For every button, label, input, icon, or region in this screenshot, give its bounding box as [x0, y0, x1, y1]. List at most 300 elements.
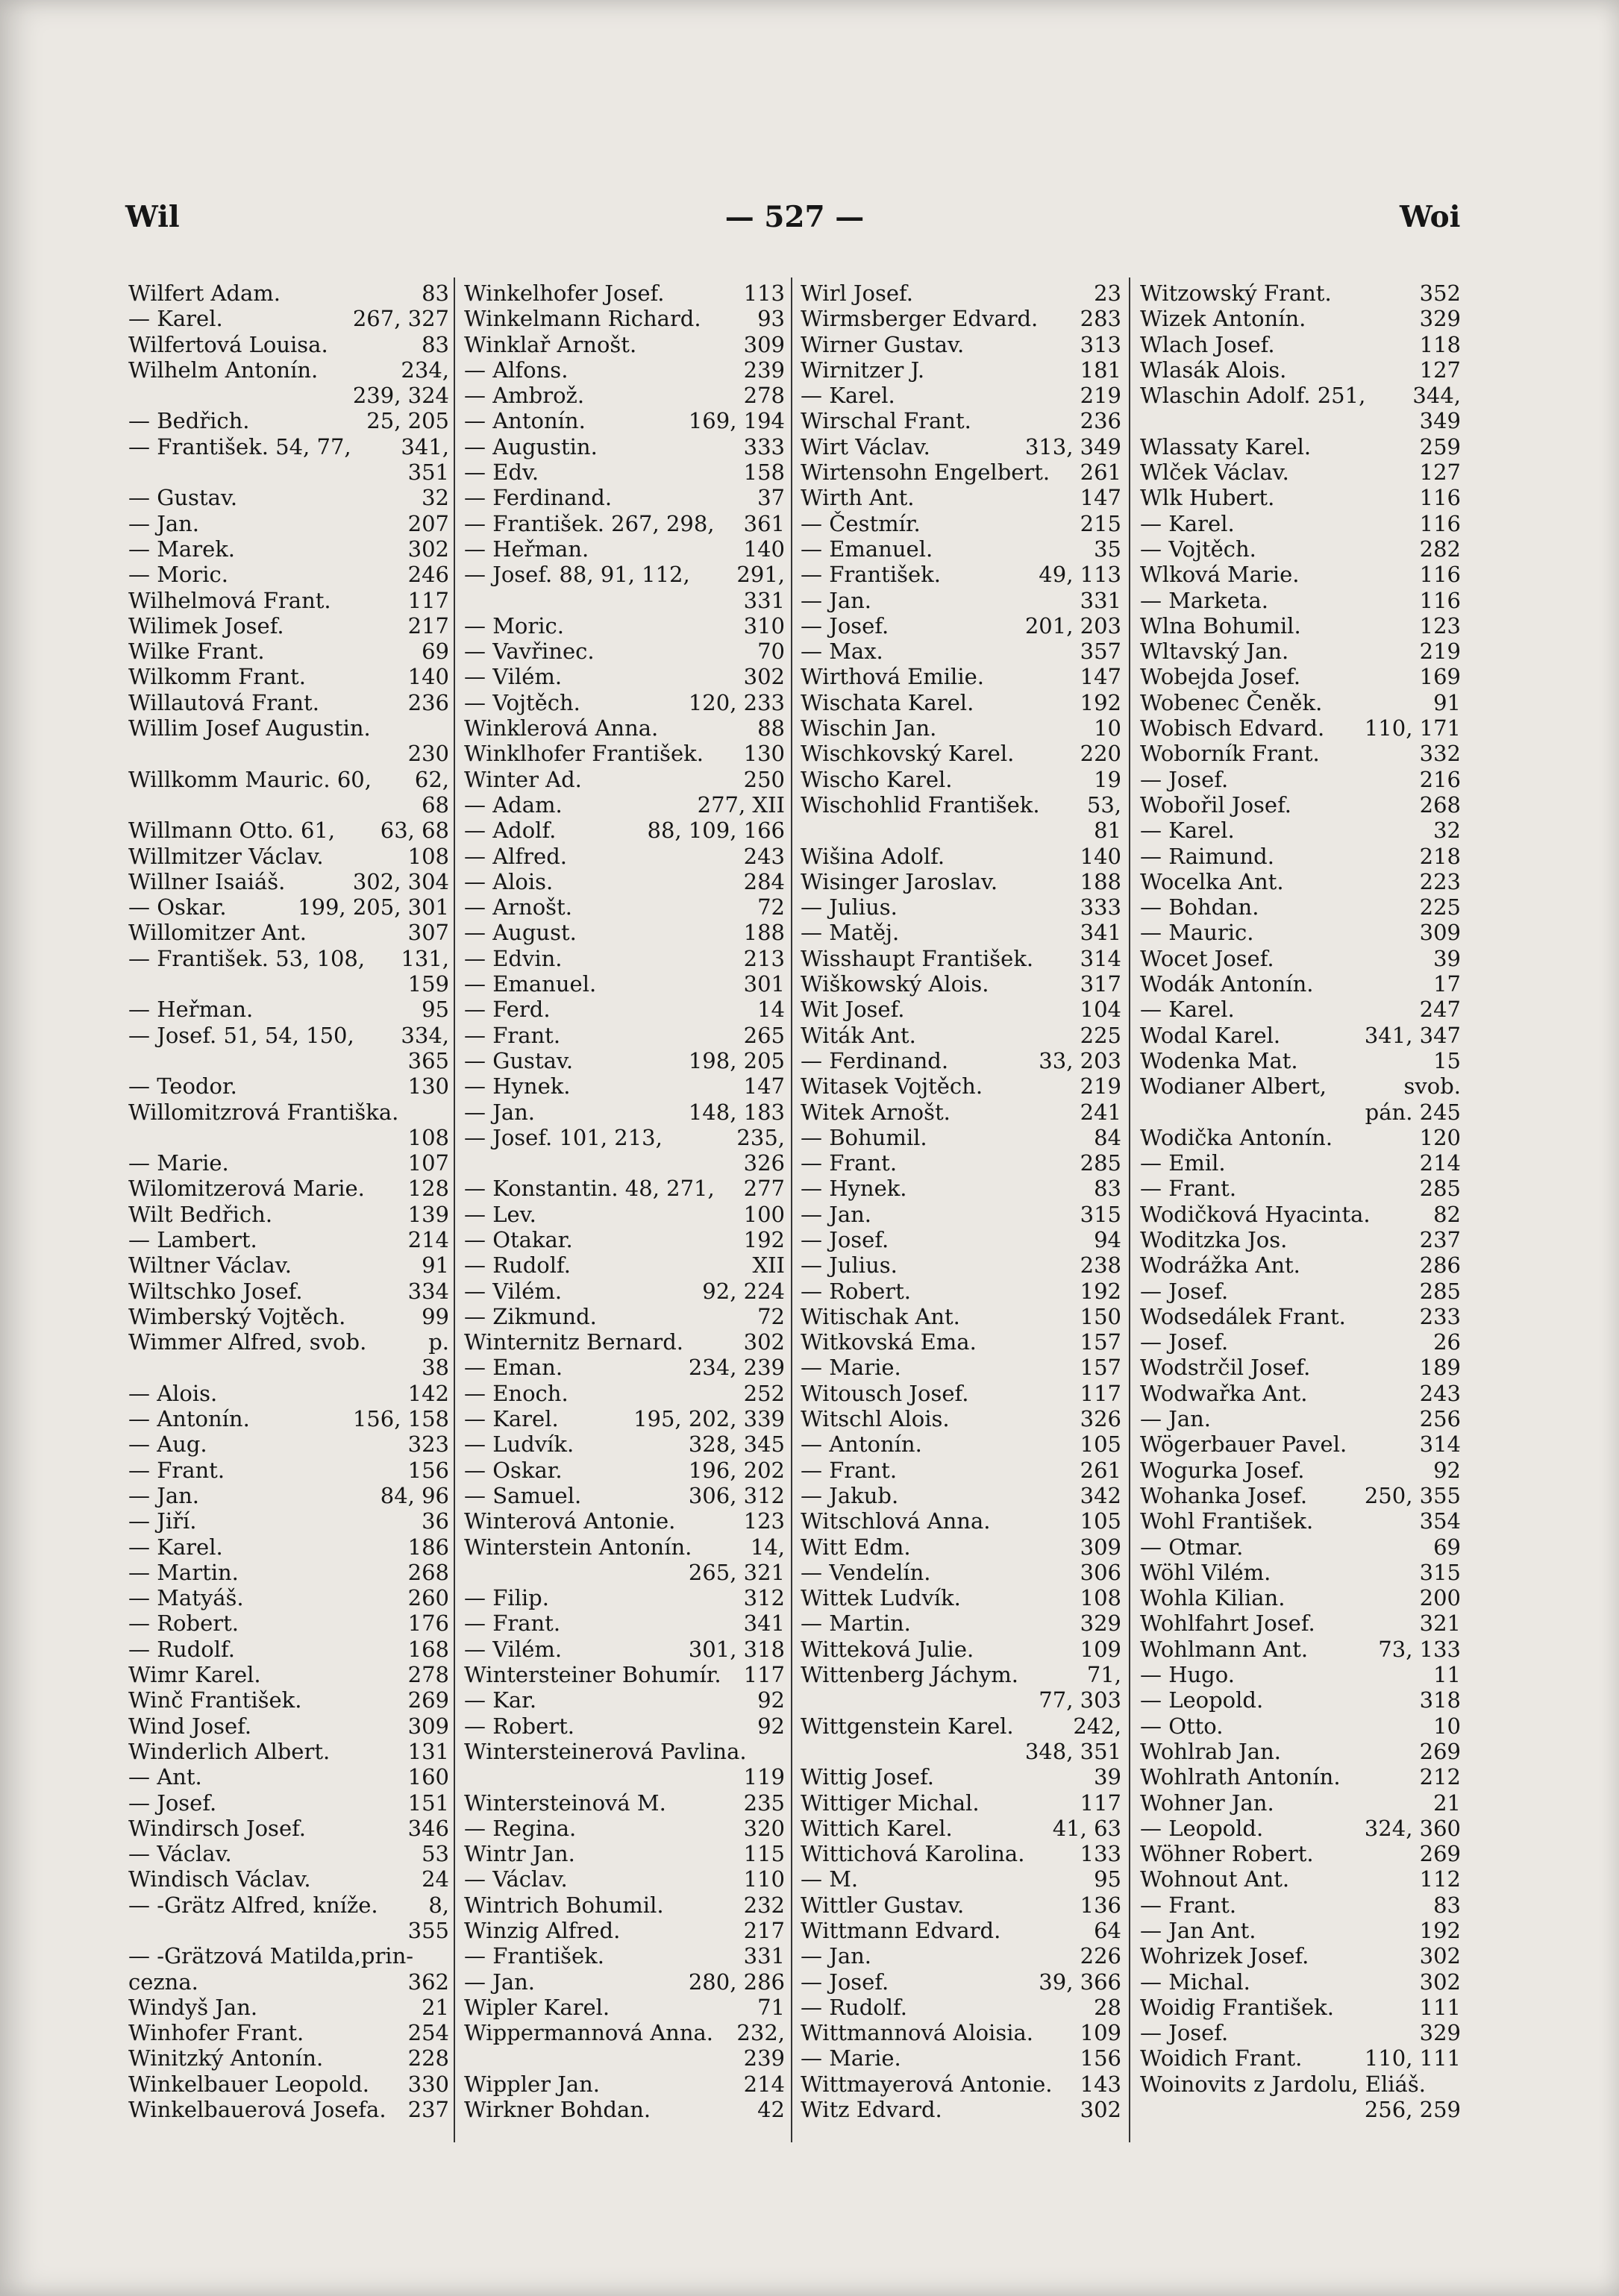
index-entry [128, 741, 449, 766]
index-entry [801, 2097, 1121, 2122]
index-entry [464, 715, 785, 741]
index-entry [801, 971, 1121, 997]
entry-pages: 53 [422, 1841, 449, 1867]
entry-pages: 233 [1419, 1303, 1461, 1329]
entry-name: Witz Edvard. [801, 2097, 942, 2123]
entry-pages: p. [428, 1329, 449, 1355]
index-entry [128, 1892, 449, 1918]
index-entry [1140, 997, 1461, 1022]
index-entry [801, 1866, 1121, 1892]
index-entry [128, 1610, 449, 1636]
entry-pages: 131, [401, 945, 449, 971]
entry-name: Wlaschin Adolf. 251, [1140, 383, 1366, 409]
entry-name: Wittmayerová Antonie. [801, 2071, 1053, 2097]
entry-pages: 238 [1080, 1252, 1121, 1279]
index-entry [464, 818, 785, 843]
entry-name: — Bohdan. [1140, 894, 1259, 920]
entry-name: Wittmann Edvard. [801, 1918, 1001, 1943]
entry-name: Wohlrath Antonín. [1140, 1764, 1341, 1790]
entry-pages: 128 [407, 1176, 449, 1202]
entry-name: — Alois. [464, 868, 554, 894]
index-entry [128, 664, 449, 689]
entry-name: — Václav. [128, 1841, 232, 1867]
index-entry [1140, 1458, 1461, 1483]
index-entry [128, 946, 449, 971]
entry-name: — Ferd. [464, 997, 551, 1023]
index-entry [801, 1329, 1121, 1355]
entry-name: Wirnitzer J. [801, 357, 925, 383]
entry-name: Willner Isaiáš. [128, 868, 286, 894]
entry-pages: 213 [743, 945, 785, 971]
entry-pages: 309 [1419, 920, 1461, 946]
entry-name: Woidich Frant. [1140, 2045, 1303, 2071]
entry-name: — Bedřich. [128, 408, 250, 434]
entry-pages: 83 [422, 331, 449, 357]
entry-pages: 278 [407, 1662, 449, 1688]
entry-pages: 306, 312 [688, 1482, 785, 1508]
entry-pages: 192 [1080, 1278, 1121, 1304]
index-entry [464, 1841, 785, 1866]
entry-name: — Kar. [464, 1687, 537, 1713]
entry-pages: XII [752, 1252, 785, 1279]
entry-name: — Josef. [801, 612, 889, 639]
entry-name: — Regina. [464, 1815, 577, 1841]
index-entry [801, 1227, 1121, 1252]
index-entry [1140, 1023, 1461, 1048]
index-entry [464, 1023, 785, 1048]
entry-name: — Aug. [128, 1431, 207, 1458]
entry-pages: 223 [1419, 868, 1461, 894]
entry-pages: 188 [743, 920, 785, 946]
index-entry [464, 434, 785, 459]
entry-pages: 235, [736, 1124, 785, 1150]
entry-pages: 83 [1094, 1176, 1121, 1202]
index-entry [128, 459, 449, 485]
index-entry [464, 792, 785, 818]
entry-name: Windyš Jan. [128, 1994, 258, 2020]
entry-name: Wohanka Josef. [1140, 1482, 1308, 1508]
index-entry [801, 741, 1121, 766]
entry-pages: 331 [743, 587, 785, 613]
entry-pages: 92, 224 [702, 1278, 785, 1304]
entry-name: Wohlrab Jan. [1140, 1738, 1281, 1764]
entry-pages: 14, [750, 1534, 785, 1560]
entry-name: Wittgenstein Karel. [801, 1713, 1014, 1739]
entry-pages: 332 [1419, 741, 1461, 767]
index-entry [1140, 971, 1461, 997]
entry-pages: 215 [1080, 510, 1121, 536]
entry-pages: 320 [743, 1815, 785, 1841]
entry-name: — Josef. 88, 91, 112, [464, 562, 690, 588]
index-entry [128, 844, 449, 869]
entry-name: Wöhner Robert. [1140, 1841, 1314, 1867]
entry-name: — Rudolf. [128, 1636, 235, 1662]
entry-name: Winter Ad. [464, 766, 582, 792]
index-entry [128, 2071, 449, 2097]
index-entry [1140, 1150, 1461, 1176]
entry-name: Wischata Karel. [801, 689, 974, 715]
index-entry [801, 1713, 1121, 1739]
index-entry [1140, 1431, 1461, 1457]
entry-name: Witschl Alois. [801, 1406, 950, 1432]
entry-name: — Marketa. [1140, 587, 1268, 613]
entry-pages: 225 [1419, 894, 1461, 920]
entry-pages: 256, 259 [1364, 2097, 1461, 2123]
index-entry [464, 536, 785, 562]
index-entry [1140, 1995, 1461, 2020]
entry-pages: 100 [743, 1201, 785, 1227]
index-entry [464, 920, 785, 945]
entry-name: Wobisch Edvard. [1140, 715, 1325, 741]
entry-name: — Emanuel. [801, 536, 933, 562]
entry-name: Willautová Frant. [128, 689, 319, 715]
entry-name: Wlček Václav. [1140, 459, 1289, 486]
index-entry [1140, 613, 1461, 639]
entry-pages: 139 [407, 1201, 449, 1227]
entry-pages: 341, [401, 433, 449, 459]
entry-name: — Edvin. [464, 945, 563, 971]
entry-pages: 140 [743, 536, 785, 562]
index-entry [1140, 1764, 1461, 1790]
entry-name: — Heřman. [464, 536, 589, 562]
entry-name: — Jan. [801, 1943, 872, 1969]
index-entry [801, 946, 1121, 971]
entry-pages: 64 [1094, 1918, 1121, 1943]
entry-pages: 312 [743, 1585, 785, 1611]
entry-pages: 207 [407, 510, 449, 536]
entry-name: Wobejda Josef. [1140, 664, 1301, 690]
index-entry [128, 1969, 449, 1995]
entry-name: Wittichová Karolina. [801, 1841, 1025, 1867]
entry-pages: 341 [1080, 920, 1121, 946]
entry-pages: 94 [1094, 1226, 1121, 1252]
entry-pages: 150 [1080, 1303, 1121, 1329]
entry-pages: 302 [407, 536, 449, 562]
entry-name: — Jan. [128, 1482, 200, 1508]
entry-pages: 83 [422, 280, 449, 306]
entry-pages: 110, 171 [1364, 715, 1461, 741]
entry-name: — Michal. [1140, 1969, 1250, 1995]
index-entry [801, 332, 1121, 357]
entry-pages: 69 [1433, 1534, 1461, 1560]
index-entry [464, 1176, 785, 1201]
entry-name: — Vilém. [464, 1636, 563, 1662]
entry-pages: 108 [407, 843, 449, 869]
index-entry [128, 1687, 449, 1713]
entry-pages: 108 [1080, 1585, 1121, 1611]
entry-name: Winterová Antonie. [464, 1508, 676, 1534]
entry-name: — Antonín. [464, 408, 586, 434]
index-entry [801, 485, 1121, 510]
index-entry [464, 332, 785, 357]
column-rule [454, 277, 455, 2142]
index-entry [464, 1534, 785, 1560]
index-entry [128, 280, 449, 306]
entry-name: Wischohlid František. [801, 791, 1040, 818]
entry-pages: 278 [743, 383, 785, 409]
index-entry [1140, 1841, 1461, 1866]
index-entry [801, 1662, 1121, 1687]
index-entry [801, 1610, 1121, 1636]
entry-name: Wilhelm Antonín. [128, 357, 319, 383]
entry-pages: 181 [1080, 357, 1121, 383]
entry-pages: 188 [1080, 868, 1121, 894]
entry-name: — Frant. [1140, 1176, 1237, 1202]
index-entry [1140, 767, 1461, 792]
index-entry [464, 1918, 785, 1943]
entry-name: — Karel. [1140, 818, 1235, 844]
entry-pages: 265 [743, 1022, 785, 1048]
entry-pages: 362 [407, 1969, 449, 1995]
index-entry [128, 613, 449, 639]
entry-name: — Marie. [801, 2045, 901, 2071]
index-entry [1140, 690, 1461, 715]
entry-name: Wilfertová Louisa. [128, 331, 328, 357]
entry-name: — Adam. [464, 791, 563, 818]
entry-name: Wischkovský Karel. [801, 741, 1015, 767]
index-entry [1140, 1662, 1461, 1687]
entry-name: — Vilém. [464, 664, 563, 690]
index-entry [1140, 1534, 1461, 1560]
index-entry [464, 1560, 785, 1585]
index-entry [1140, 1202, 1461, 1227]
index-entry [1140, 1918, 1461, 1943]
entry-pages: 28 [1094, 1994, 1121, 2020]
entry-name: Wocet Josef. [1140, 945, 1274, 971]
entry-pages: 261 [1080, 1457, 1121, 1483]
entry-pages: 147 [743, 1073, 785, 1100]
entry-pages: 199, 205, 301 [298, 894, 449, 920]
index-entry [128, 1816, 449, 1841]
entry-name: — Emanuel. [464, 971, 597, 997]
entry-pages: 220 [1080, 741, 1121, 767]
index-entry [464, 767, 785, 792]
entry-name: Witek Arnošt. [801, 1099, 951, 1125]
entry-pages: 120 [1419, 1124, 1461, 1150]
entry-pages: 236 [407, 689, 449, 715]
entry-name: Wohlmann Ant. [1140, 1636, 1309, 1662]
index-entry [464, 1125, 785, 1150]
index-entry [1140, 1100, 1461, 1125]
index-entry [1140, 1304, 1461, 1329]
entry-pages: 318 [1419, 1687, 1461, 1713]
entry-pages: 157 [1080, 1329, 1121, 1355]
entry-name: — František. 54, 77, [128, 433, 351, 459]
entry-pages: 302 [743, 1329, 785, 1355]
entry-pages: 168 [407, 1636, 449, 1662]
index-entry [801, 1176, 1121, 1201]
index-entry [128, 357, 449, 383]
index-entry [128, 920, 449, 945]
entry-pages: 307 [407, 920, 449, 946]
index-entry [464, 1304, 785, 1329]
entry-pages: 286 [1419, 1252, 1461, 1279]
entry-pages: 120, 233 [688, 689, 785, 715]
entry-pages: 84, 96 [380, 1482, 449, 1508]
entry-pages: 110, 111 [1364, 2045, 1461, 2071]
entry-pages: 131 [407, 1738, 449, 1764]
entry-name: — Karel. [801, 383, 895, 409]
index-entry [128, 588, 449, 613]
entry-name: — Karel. [128, 1534, 223, 1560]
entry-pages: 156 [1080, 2045, 1121, 2071]
entry-pages: 219 [1080, 383, 1121, 409]
entry-pages: 232 [743, 1892, 785, 1918]
entry-name: Winklhofer František. [464, 741, 704, 767]
index-entry [801, 1125, 1121, 1150]
entry-pages: 196, 202 [688, 1457, 785, 1483]
index-entry [128, 1508, 449, 1534]
index-entry [464, 1969, 785, 1995]
entry-pages: 113 [743, 280, 785, 306]
entry-pages: 218 [1419, 843, 1461, 869]
entry-name: — Robert. [801, 1278, 911, 1304]
index-entry [1140, 2020, 1461, 2045]
index-entry [1140, 1866, 1461, 1892]
index-entry [464, 1329, 785, 1355]
entry-pages: 349 [1419, 408, 1461, 434]
entry-name: — Antonín. [128, 1406, 250, 1432]
entry-pages: 250 [743, 766, 785, 792]
index-entry [128, 1483, 449, 1508]
entry-name: — Gustav. [128, 485, 238, 511]
index-entry [1140, 1483, 1461, 1508]
entry-name: — Teodor. [128, 1073, 237, 1100]
index-entry [801, 536, 1121, 562]
index-entry [1140, 741, 1461, 766]
index-entry [801, 1073, 1121, 1099]
entry-name: — Samuel. [464, 1482, 582, 1508]
index-entry [801, 511, 1121, 536]
index-entry [464, 562, 785, 587]
index-entry [1140, 844, 1461, 869]
index-entry [801, 1202, 1121, 1227]
entry-name: Wocelka Ant. [1140, 868, 1284, 894]
index-entry [464, 1100, 785, 1125]
entry-name: — Alfred. [464, 843, 567, 869]
entry-pages: 254 [407, 2020, 449, 2046]
entry-pages: 140 [1080, 843, 1121, 869]
index-entry [128, 1150, 449, 1176]
entry-pages: 317 [1080, 971, 1121, 997]
entry-name: — Emil. [1140, 1150, 1226, 1176]
entry-name: — Zikmund. [464, 1303, 597, 1329]
entry-pages: 91 [1433, 689, 1461, 715]
index-entry [801, 280, 1121, 306]
index-entry [1140, 1560, 1461, 1585]
index-entry [464, 1508, 785, 1534]
entry-pages: 219 [1080, 1073, 1121, 1100]
index-entry [128, 1790, 449, 1816]
entry-name: Willomitzrová Františka. [128, 1099, 399, 1125]
entry-pages: 268 [407, 1559, 449, 1585]
entry-pages: 357 [1080, 639, 1121, 665]
index-entry [128, 1431, 449, 1457]
entry-pages: 63, 68 [380, 818, 449, 844]
index-entry [801, 869, 1121, 894]
entry-pages: 72 [757, 1303, 785, 1329]
index-entry [128, 1279, 449, 1304]
entry-name: — Ludvík. [464, 1431, 574, 1458]
entry-name: — Frant. [128, 1457, 225, 1483]
entry-pages: 110 [743, 1866, 785, 1892]
index-entry [464, 588, 785, 613]
entry-name: — Martin. [801, 1610, 911, 1637]
index-entry [1140, 1073, 1461, 1099]
index-entry [801, 997, 1121, 1022]
entry-pages: pán. 245 [1365, 1099, 1461, 1125]
index-entry [128, 1995, 449, 2020]
entry-pages: 91 [422, 1252, 449, 1279]
index-entry [1140, 588, 1461, 613]
entry-pages: 313, 349 [1024, 433, 1121, 459]
entry-pages: 285 [1419, 1278, 1461, 1304]
running-head-left: Wil [125, 200, 180, 234]
index-entry [1140, 459, 1461, 485]
index-entry [128, 306, 449, 331]
entry-pages: 239, 324 [352, 383, 449, 409]
entry-pages: 291, [736, 562, 785, 588]
entry-name: — Alois. [128, 1380, 218, 1406]
entry-name: — Arnošt. [464, 894, 572, 920]
entry-pages: 277 [743, 1176, 785, 1202]
index-entry [801, 1816, 1121, 1841]
entry-name: Woborník Frant. [1140, 741, 1320, 767]
index-entry [1140, 434, 1461, 459]
entry-name: Woidig František. [1140, 1994, 1334, 2020]
index-entry [128, 1227, 449, 1252]
index-entry [801, 2045, 1121, 2071]
entry-name: Wohlfahrt Josef. [1140, 1610, 1315, 1637]
entry-pages: 228 [407, 2045, 449, 2071]
index-entry [464, 2071, 785, 2097]
entry-pages: 331 [743, 1943, 785, 1969]
entry-name: — Edv. [464, 459, 539, 486]
entry-name: Wintrich Bohumil. [464, 1892, 664, 1918]
entry-name: Windirsch Josef. [128, 1815, 307, 1841]
index-entry [464, 280, 785, 306]
entry-pages: 302 [743, 664, 785, 690]
entry-pages: 230 [407, 741, 449, 767]
entry-pages: 115 [743, 1841, 785, 1867]
entry-name: — Martin. [128, 1559, 239, 1585]
entry-name: Wodstrčil Josef. [1140, 1355, 1311, 1381]
index-entry [801, 1355, 1121, 1380]
entry-name: — Vavřinec. [464, 639, 595, 665]
entry-pages: 200 [1419, 1585, 1461, 1611]
entry-pages: 243 [743, 843, 785, 869]
index-entry [801, 1279, 1121, 1304]
entry-name: Wisinger Jaroslav. [801, 868, 998, 894]
entry-pages: 309 [743, 331, 785, 357]
entry-name: — Lev. [464, 1201, 536, 1227]
index-entry [801, 1100, 1121, 1125]
entry-pages: 346 [407, 1815, 449, 1841]
entry-name: — Jan. [464, 1969, 536, 1995]
entry-name: Wilfert Adam. [128, 280, 281, 306]
index-entry [801, 1790, 1121, 1816]
entry-name: Wisshaupt František. [801, 945, 1034, 971]
index-entry [801, 792, 1121, 818]
index-entry [128, 1381, 449, 1406]
entry-name: — August. [464, 920, 577, 946]
entry-pages: 247 [1419, 997, 1461, 1023]
entry-pages: 301, 318 [688, 1636, 785, 1662]
entry-name: Winitzký Antonín. [128, 2045, 324, 2071]
entry-pages: 302, 304 [352, 868, 449, 894]
index-entry [801, 2020, 1121, 2045]
entry-name: Wodsedálek Frant. [1140, 1303, 1346, 1329]
